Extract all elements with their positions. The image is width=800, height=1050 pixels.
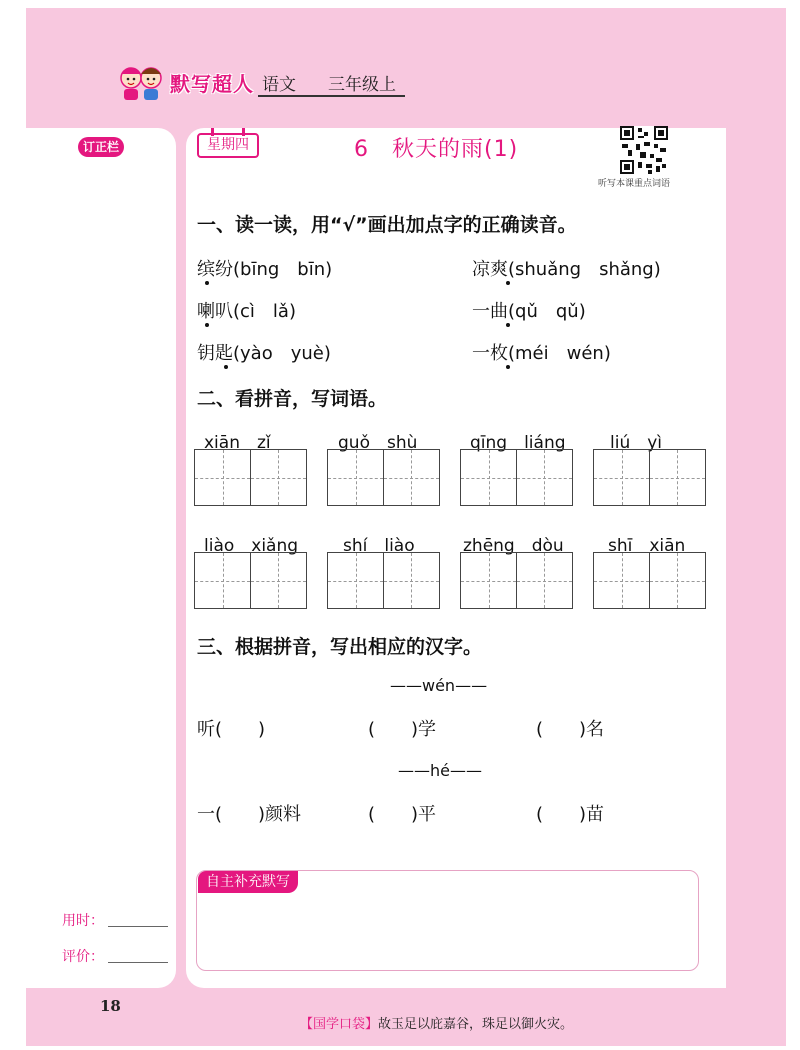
qr-code-icon[interactable] xyxy=(620,126,668,174)
header-underline xyxy=(258,95,405,97)
pinyin-prompt: shí liào xyxy=(343,536,415,556)
lesson-title: 6 秋天的雨(1) xyxy=(354,137,519,162)
pinyin-prompt: liú yì xyxy=(610,433,663,453)
emphasis-dot xyxy=(506,281,510,285)
correction-column-label: 订正栏 xyxy=(78,137,124,157)
cartoon-kids-logo-icon xyxy=(118,62,164,102)
pinyin-prompt: qīng liáng xyxy=(470,433,566,453)
section1-heading: 一、读一读，用“√”画出加点字的正确读音。 xyxy=(197,214,577,236)
fill-in-item[interactable]: ( )学 xyxy=(368,719,437,740)
weekday-badge: 星期四 xyxy=(197,133,259,158)
q1-item: 钥匙(yào yuè) xyxy=(197,343,331,364)
writing-grid[interactable] xyxy=(593,449,704,506)
grade-label: 三年级上 xyxy=(328,75,396,95)
footer-quote-text: 故玉足以庇嘉谷，珠足以御火灾。 xyxy=(378,1017,574,1032)
writing-grid[interactable] xyxy=(460,552,571,609)
pinyin-prompt: guǒ shù xyxy=(338,433,418,453)
writing-grid[interactable] xyxy=(327,449,438,506)
q1-item: 缤纷(bīng bīn) xyxy=(197,259,333,280)
emphasis-dot xyxy=(205,281,209,285)
writing-grid[interactable] xyxy=(460,449,571,506)
footer-quote xyxy=(300,1013,573,1032)
time-used-field[interactable] xyxy=(108,926,168,927)
fill-in-item[interactable]: ( )名 xyxy=(536,719,605,740)
emphasis-dot xyxy=(506,365,510,369)
pinyin-prompt: liào xiǎng xyxy=(204,536,299,556)
q1-item: 凉爽(shuǎng shǎng) xyxy=(472,259,661,280)
footer-tag: 【国学口袋】 xyxy=(300,1017,379,1032)
brand-name: 默写超人 xyxy=(170,72,254,96)
qr-caption: 听写本课重点词语 xyxy=(598,179,671,189)
writing-grid[interactable] xyxy=(593,552,704,609)
extra-dictation-label: 自主补充默写 xyxy=(198,871,298,893)
rating-field[interactable] xyxy=(108,962,168,963)
emphasis-dot xyxy=(205,323,209,327)
emphasis-dot xyxy=(506,323,510,327)
time-used-label: 用时： xyxy=(62,913,104,929)
q1-item: 喇叭(cì lǎ) xyxy=(197,301,296,322)
section2-heading: 二、看拼音，写词语。 xyxy=(197,388,388,410)
q1-item: 一曲(qǔ qǔ) xyxy=(472,301,586,322)
pinyin-prompt: zhēng dòu xyxy=(463,536,564,556)
fill-in-item[interactable]: ( )平 xyxy=(368,804,437,825)
correction-column xyxy=(26,128,176,988)
pinyin-prompt: xiān zǐ xyxy=(204,433,271,453)
homophone-pinyin: ——hé—— xyxy=(398,761,482,780)
emphasis-dot xyxy=(224,365,228,369)
fill-in-item[interactable]: ( )苗 xyxy=(536,804,605,825)
fill-in-item[interactable]: 听( ) xyxy=(197,719,266,740)
pinyin-prompt: shī xiān xyxy=(608,536,686,556)
section3-heading: 三、根据拼音，写出相应的汉字。 xyxy=(197,636,483,658)
q1-item: 一枚(méi wén) xyxy=(472,343,611,364)
subject-label: 语文 xyxy=(262,75,296,95)
writing-grid[interactable] xyxy=(327,552,438,609)
writing-grid[interactable] xyxy=(194,552,305,609)
page-number: 18 xyxy=(100,997,121,1015)
rating-label: 评价： xyxy=(62,949,104,965)
writing-grid[interactable] xyxy=(194,449,305,506)
fill-in-item[interactable]: 一( )颜料 xyxy=(197,804,302,825)
homophone-pinyin: ——wén—— xyxy=(390,676,488,695)
